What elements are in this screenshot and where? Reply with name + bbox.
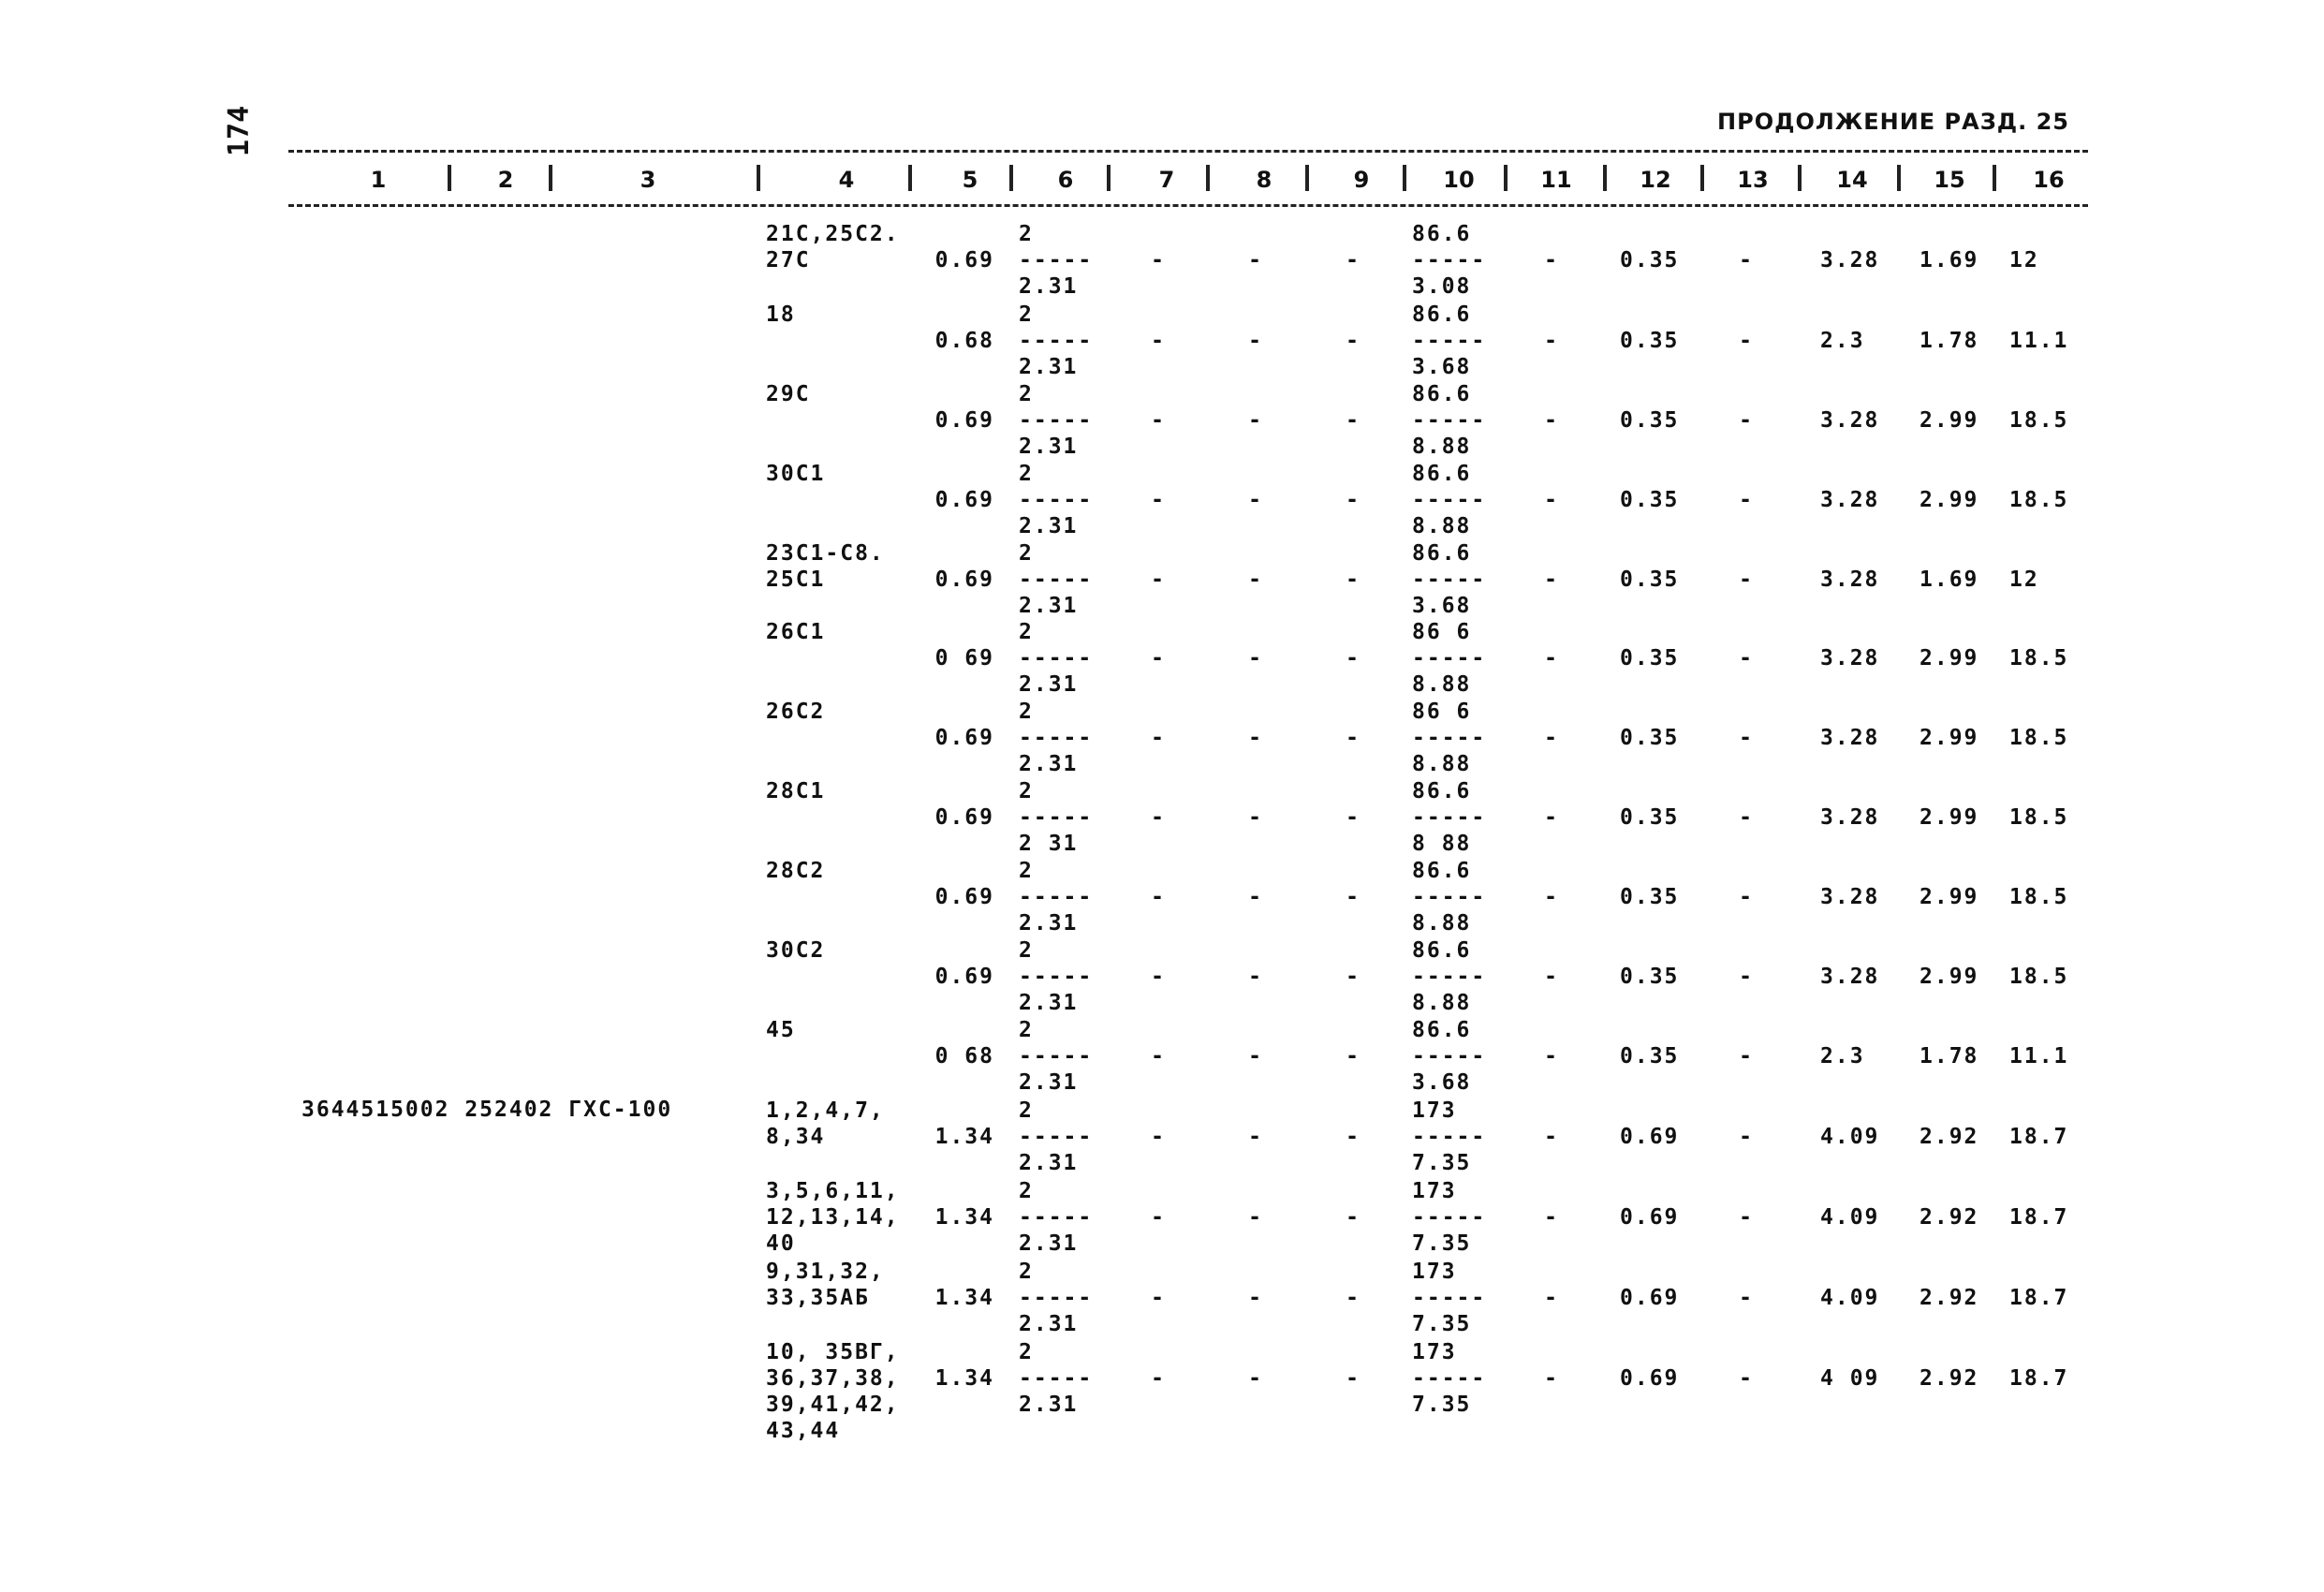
cell-col8: - [1248, 726, 1263, 750]
table-row [0, 1178, 2324, 1258]
cell-col13: - [1739, 1366, 1754, 1391]
cell-col16: 18.7 [2009, 1125, 2069, 1149]
cell-col7: - [1151, 646, 1166, 671]
cell-col4: 30С2 [766, 938, 826, 963]
cell-col5: 0.69 [934, 965, 994, 989]
cell-col6-numerator: 2 [1019, 1018, 1034, 1042]
cell-col11: - [1544, 885, 1559, 909]
cell-col11: - [1544, 329, 1559, 353]
cell-col6-bar: ----- [1019, 805, 1094, 830]
header-col-8: 8 [1256, 167, 1272, 193]
cell-col14: 4.09 [1820, 1205, 1880, 1230]
cell-col14: 3.28 [1820, 408, 1880, 433]
cell-col12: 0.35 [1620, 568, 1680, 592]
cell-col6-bar: ----- [1019, 1286, 1094, 1310]
cell-col7: - [1151, 408, 1166, 433]
cell-col7: - [1151, 726, 1166, 750]
header-col-2: 2 [497, 167, 514, 193]
cell-col13: - [1739, 329, 1754, 353]
cell-col12: 0.35 [1620, 488, 1680, 512]
cell-col13: - [1739, 568, 1754, 592]
cell-col5: 1.34 [934, 1205, 994, 1230]
cell-col4: 9,31,32, 33,35АБ [766, 1260, 885, 1310]
cell-col5: 1.34 [934, 1125, 994, 1149]
cell-col13: - [1739, 885, 1754, 909]
cell-col10-bar: ----- [1412, 1205, 1487, 1230]
cell-col5: 0 69 [934, 646, 994, 671]
cell-col10-numerator: 86.6 [1412, 222, 1472, 246]
cell-col6-bar: ----- [1019, 329, 1094, 353]
cell-col11: - [1544, 488, 1559, 512]
cell-col14: 4.09 [1820, 1286, 1880, 1310]
cell-col10-numerator: 86.6 [1412, 302, 1472, 327]
cell-col10-bar: ----- [1412, 248, 1487, 273]
cell-col13: - [1739, 805, 1754, 830]
table-row [0, 778, 2324, 858]
cell-col4: 18 [766, 302, 796, 327]
cell-col13: - [1739, 1205, 1754, 1230]
cell-col10-denominator: 3.08 [1412, 274, 1472, 299]
cell-col15: 1.78 [1920, 329, 1979, 353]
cell-col12: 0.35 [1620, 248, 1680, 273]
cell-col12: 0.69 [1620, 1125, 1680, 1149]
cell-col13: - [1739, 726, 1754, 750]
cell-col7: - [1151, 1366, 1166, 1391]
cell-col6-numerator: 2 [1019, 1179, 1034, 1203]
cell-col8: - [1248, 1125, 1263, 1149]
cell-col10-numerator: 86.6 [1412, 1018, 1472, 1042]
cell-col10-denominator: 8.88 [1412, 435, 1472, 459]
cell-col15: 1.78 [1920, 1044, 1979, 1069]
header-col-11: 11 [1540, 167, 1572, 193]
table-row [0, 1339, 2324, 1443]
cell-col5: 0 68 [934, 1044, 994, 1069]
cell-col13: - [1739, 646, 1754, 671]
cell-col11: - [1544, 248, 1559, 273]
cell-col14: 3.28 [1820, 568, 1880, 592]
cell-col6-bar: ----- [1019, 1205, 1094, 1230]
cell-col13: - [1739, 408, 1754, 433]
cell-col16: 12 [2009, 568, 2039, 592]
cell-col7: - [1151, 248, 1166, 273]
cell-col12: 0.35 [1620, 885, 1680, 909]
cell-col11: - [1544, 1044, 1559, 1069]
cell-col8: - [1248, 646, 1263, 671]
cell-col16: 18.7 [2009, 1205, 2069, 1230]
cell-col8: - [1248, 885, 1263, 909]
cell-col10-denominator: 8.88 [1412, 672, 1472, 697]
cell-col8: - [1248, 1286, 1263, 1310]
cell-col10-denominator: 3.68 [1412, 1070, 1472, 1095]
cell-col16: 12 [2009, 248, 2039, 273]
cell-col15: 2.99 [1920, 965, 1979, 989]
cell-col12: 0.35 [1620, 646, 1680, 671]
cell-col10-bar: ----- [1412, 568, 1487, 592]
cell-col5: 0.69 [934, 248, 994, 273]
cell-col12: 0.35 [1620, 408, 1680, 433]
cell-col8: - [1248, 1044, 1263, 1069]
cell-col7: - [1151, 1044, 1166, 1069]
table-row [0, 937, 2324, 1017]
cell-col6-denominator: 2.31 [1019, 435, 1079, 459]
cell-col10-numerator: 86.6 [1412, 541, 1472, 566]
header-col-3: 3 [640, 167, 656, 193]
cell-col10-numerator: 86.6 [1412, 938, 1472, 963]
cell-col14: 2.3 [1820, 1044, 1865, 1069]
cell-col16: 18.7 [2009, 1286, 2069, 1310]
header-col-4: 4 [838, 167, 855, 193]
cell-col9: - [1346, 1286, 1361, 1310]
cell-col14: 3.28 [1820, 805, 1880, 830]
table-row [0, 858, 2324, 937]
cell-col10-numerator: 86.6 [1412, 779, 1472, 803]
cell-col4: 10, 35ВГ, 36,37,38, 39,41,42, 43,44 [766, 1340, 900, 1443]
cell-col10-bar: ----- [1412, 805, 1487, 830]
cell-col4: 26С1 [766, 620, 826, 644]
cell-col15: 2.92 [1920, 1125, 1979, 1149]
cell-col5: 0.69 [934, 408, 994, 433]
cell-col11: - [1544, 726, 1559, 750]
cell-col9: - [1346, 1044, 1361, 1069]
cell-col10-bar: ----- [1412, 488, 1487, 512]
cell-col11: - [1544, 1366, 1559, 1391]
cell-col6-numerator: 2 [1019, 1260, 1034, 1284]
cell-col16: 18.5 [2009, 885, 2069, 909]
cell-col16: 18.5 [2009, 726, 2069, 750]
cell-col14: 3.28 [1820, 885, 1880, 909]
header-col-13: 13 [1737, 167, 1769, 193]
cell-col10-numerator: 86.6 [1412, 382, 1472, 406]
cell-col13: - [1739, 965, 1754, 989]
cell-col10-numerator: 173 [1412, 1260, 1457, 1284]
cell-col10-denominator: 3.68 [1412, 355, 1472, 379]
cell-col10-bar: ----- [1412, 646, 1487, 671]
cell-col6-bar: ----- [1019, 965, 1094, 989]
cell-col6-numerator: 2 [1019, 541, 1034, 566]
header-col-14: 14 [1836, 167, 1868, 193]
cell-col6-numerator: 2 [1019, 1098, 1034, 1123]
cell-col16: 18.7 [2009, 1366, 2069, 1391]
cell-col6-numerator: 2 [1019, 1340, 1034, 1364]
cell-col8: - [1248, 805, 1263, 830]
cell-col14: 3.28 [1820, 248, 1880, 273]
header-col-5: 5 [962, 167, 978, 193]
cell-col7: - [1151, 1205, 1166, 1230]
cell-col5: 0.69 [934, 805, 994, 830]
cell-col11: - [1544, 1125, 1559, 1149]
cell-col10-numerator: 173 [1412, 1340, 1457, 1364]
cell-col15: 2.99 [1920, 726, 1979, 750]
cell-col11: - [1544, 965, 1559, 989]
page-number: 174 [223, 105, 256, 157]
cell-col5: 1.34 [934, 1366, 994, 1391]
cell-col10-denominator: 8.88 [1412, 991, 1472, 1015]
cell-col6-bar: ----- [1019, 1366, 1094, 1391]
header-col-1: 1 [370, 167, 387, 193]
table-row [0, 221, 2324, 301]
cell-col10-denominator: 7.35 [1412, 1393, 1472, 1417]
cell-col14: 3.28 [1820, 646, 1880, 671]
cell-col6-denominator: 2.31 [1019, 1231, 1079, 1256]
table-row [0, 699, 2324, 778]
cell-col6-numerator: 2 [1019, 462, 1034, 486]
cell-col13: - [1739, 1044, 1754, 1069]
cell-col6-numerator: 2 [1019, 302, 1034, 327]
cell-col14: 3.28 [1820, 488, 1880, 512]
cell-col10-denominator: 7.35 [1412, 1151, 1472, 1175]
cell-col16: 18.5 [2009, 488, 2069, 512]
header-col-9: 9 [1353, 167, 1370, 193]
cell-col9: - [1346, 488, 1361, 512]
cell-col8: - [1248, 408, 1263, 433]
cell-col10-denominator: 3.68 [1412, 594, 1472, 618]
cell-col10-bar: ----- [1412, 1366, 1487, 1391]
cell-col11: - [1544, 1286, 1559, 1310]
cell-col7: - [1151, 329, 1166, 353]
cell-col10-bar: ----- [1412, 885, 1487, 909]
cell-col7: - [1151, 488, 1166, 512]
cell-col10-numerator: 86 6 [1412, 620, 1472, 644]
cell-col5: 0.69 [934, 488, 994, 512]
cell-col4: 28С1 [766, 779, 826, 803]
cell-col6-denominator: 2.31 [1019, 1393, 1079, 1417]
cell-col10-bar: ----- [1412, 965, 1487, 989]
cell-col15: 2.92 [1920, 1286, 1979, 1310]
cell-col6-denominator: 2 31 [1019, 832, 1079, 856]
cell-col8: - [1248, 488, 1263, 512]
cell-col11: - [1544, 408, 1559, 433]
cell-col16: 18.5 [2009, 805, 2069, 830]
cell-col12: 0.35 [1620, 1044, 1680, 1069]
cell-col4: 26С2 [766, 700, 826, 724]
cell-col4: 45 [766, 1018, 796, 1042]
cell-col5: 0.69 [934, 885, 994, 909]
cell-col6-bar: ----- [1019, 248, 1094, 273]
cell-col9: - [1346, 965, 1361, 989]
cell-col9: - [1346, 726, 1361, 750]
cell-col7: - [1151, 885, 1166, 909]
cell-col16: 11.1 [2009, 1044, 2069, 1069]
cell-col7: - [1151, 568, 1166, 592]
cell-col5: 0.68 [934, 329, 994, 353]
cell-col8: - [1248, 1205, 1263, 1230]
cell-col15: 2.99 [1920, 885, 1979, 909]
cell-col14: 3.28 [1820, 726, 1880, 750]
header-col-16: 16 [2033, 167, 2065, 193]
cell-col9: - [1346, 1125, 1361, 1149]
cell-col8: - [1248, 568, 1263, 592]
cell-col10-numerator: 86 6 [1412, 700, 1472, 724]
cell-col10-bar: ----- [1412, 1044, 1487, 1069]
cell-col15: 2.92 [1920, 1366, 1979, 1391]
cell-col10-denominator: 8.88 [1412, 514, 1472, 538]
cell-col6-bar: ----- [1019, 408, 1094, 433]
cell-col12: 0.35 [1620, 965, 1680, 989]
cell-col12: 0.69 [1620, 1366, 1680, 1391]
cell-col13: - [1739, 488, 1754, 512]
cell-col4: 28С2 [766, 859, 826, 883]
cell-col12: 0.69 [1620, 1205, 1680, 1230]
cell-col6-numerator: 2 [1019, 222, 1034, 246]
cell-col13: - [1739, 248, 1754, 273]
cell-col6-numerator: 2 [1019, 620, 1034, 644]
cell-col6-denominator: 2.31 [1019, 274, 1079, 299]
cell-col9: - [1346, 885, 1361, 909]
cell-col10-bar: ----- [1412, 1125, 1487, 1149]
cell-col8: - [1248, 965, 1263, 989]
cell-col5: 0.69 [934, 726, 994, 750]
cell-col12: 0.35 [1620, 805, 1680, 830]
cell-col16: 18.5 [2009, 646, 2069, 671]
cell-col10-bar: ----- [1412, 1286, 1487, 1310]
cell-col6-numerator: 2 [1019, 779, 1034, 803]
cell-col14: 3.28 [1820, 965, 1880, 989]
cell-col14: 4 09 [1820, 1366, 1880, 1391]
table-row [0, 1017, 2324, 1097]
cell-col10-denominator: 8.88 [1412, 911, 1472, 936]
cell-col10-numerator: 173 [1412, 1179, 1457, 1203]
cell-col6-numerator: 2 [1019, 382, 1034, 406]
header-col-15: 15 [1934, 167, 1965, 193]
cell-col10-denominator: 7.35 [1412, 1231, 1472, 1256]
cell-col10-numerator: 86.6 [1412, 462, 1472, 486]
cell-col8: - [1248, 1366, 1263, 1391]
cell-col6-bar: ----- [1019, 568, 1094, 592]
cell-col15: 2.99 [1920, 408, 1979, 433]
cell-col6-numerator: 2 [1019, 938, 1034, 963]
cell-col9: - [1346, 646, 1361, 671]
cell-col6-bar: ----- [1019, 488, 1094, 512]
header-col-6: 6 [1057, 167, 1074, 193]
cell-col6-numerator: 2 [1019, 700, 1034, 724]
cell-col6-bar: ----- [1019, 1125, 1094, 1149]
cell-col6-bar: ----- [1019, 646, 1094, 671]
cell-col6-denominator: 2.31 [1019, 672, 1079, 697]
cell-col13: - [1739, 1125, 1754, 1149]
cell-col11: - [1544, 805, 1559, 830]
cell-col9: - [1346, 568, 1361, 592]
cell-col6-denominator: 2.31 [1019, 1312, 1079, 1336]
cell-col5: 0.69 [934, 568, 994, 592]
cell-col8: - [1248, 248, 1263, 273]
cell-col16: 18.5 [2009, 965, 2069, 989]
cell-col12: 0.69 [1620, 1286, 1680, 1310]
cell-col7: - [1151, 1125, 1166, 1149]
cell-col10-bar: ----- [1412, 726, 1487, 750]
cell-col10-bar: ----- [1412, 408, 1487, 433]
cell-col6-bar: ----- [1019, 885, 1094, 909]
cell-col10-denominator: 7.35 [1412, 1312, 1472, 1336]
cell-col7: - [1151, 1286, 1166, 1310]
cell-col7: - [1151, 965, 1166, 989]
table-row [0, 619, 2324, 699]
cell-col6-bar: ----- [1019, 726, 1094, 750]
cell-col11: - [1544, 568, 1559, 592]
cell-col6-bar: ----- [1019, 1044, 1094, 1069]
cell-col6-denominator: 2.31 [1019, 1070, 1079, 1095]
cell-col9: - [1346, 1205, 1361, 1230]
cell-col16: 18.5 [2009, 408, 2069, 433]
cell-col15: 1.69 [1920, 568, 1979, 592]
table-row [0, 461, 2324, 540]
cell-col14: 4.09 [1820, 1125, 1880, 1149]
cell-col4: 3,5,6,11, 12,13,14, 40 [766, 1179, 900, 1256]
cell-col4: 23С1-С8. 25С1 [766, 541, 885, 592]
table-row [0, 381, 2324, 461]
cell-col10-numerator: 86.6 [1412, 859, 1472, 883]
table-row [0, 1098, 2324, 1177]
cell-col8: - [1248, 329, 1263, 353]
cell-col4: 30С1 [766, 462, 826, 486]
cell-col16: 11.1 [2009, 329, 2069, 353]
cell-col11: - [1544, 646, 1559, 671]
cell-col14: 2.3 [1820, 329, 1865, 353]
cell-col9: - [1346, 805, 1361, 830]
table-row [0, 540, 2324, 620]
cell-col15: 1.69 [1920, 248, 1979, 273]
header-col-12: 12 [1640, 167, 1671, 193]
cell-col4: 29С [766, 382, 811, 406]
cell-col6-denominator: 2.31 [1019, 514, 1079, 538]
cell-col9: - [1346, 408, 1361, 433]
cell-col15: 2.99 [1920, 646, 1979, 671]
cell-col10-denominator: 8.88 [1412, 752, 1472, 776]
cell-col15: 2.92 [1920, 1205, 1979, 1230]
cell-col10-bar: ----- [1412, 329, 1487, 353]
header-col-10: 10 [1443, 167, 1475, 193]
table-row [0, 302, 2324, 381]
cell-col6-denominator: 2.31 [1019, 991, 1079, 1015]
cell-col6-denominator: 2.31 [1019, 594, 1079, 618]
cell-col4: 1,2,4,7, 8,34 [766, 1098, 885, 1149]
header-col-7: 7 [1158, 167, 1175, 193]
cell-col6-denominator: 2.31 [1019, 911, 1079, 936]
section-title: ПРОДОЛЖЕНИЕ РАЗД. 25 [1717, 109, 2069, 135]
cell-col10-numerator: 173 [1412, 1098, 1457, 1123]
cell-col9: - [1346, 248, 1361, 273]
cell-col6-denominator: 2.31 [1019, 752, 1079, 776]
cell-col12: 0.35 [1620, 329, 1680, 353]
cell-col5: 1.34 [934, 1286, 994, 1310]
cell-col13: - [1739, 1286, 1754, 1310]
cell-col7: - [1151, 805, 1166, 830]
cell-col6-denominator: 2.31 [1019, 1151, 1079, 1175]
cell-col12: 0.35 [1620, 726, 1680, 750]
cell-col9: - [1346, 1366, 1361, 1391]
cell-col4: 21С,25С2. 27С [766, 222, 900, 273]
cell-col6-numerator: 2 [1019, 859, 1034, 883]
cell-col10-denominator: 8 88 [1412, 832, 1472, 856]
cell-col6-denominator: 2.31 [1019, 355, 1079, 379]
cell-col15: 2.99 [1920, 805, 1979, 830]
cell-identifier: 3644515002 252402 ГХС-100 [302, 1098, 673, 1122]
cell-col9: - [1346, 329, 1361, 353]
cell-col11: - [1544, 1205, 1559, 1230]
table-row [0, 1259, 2324, 1338]
cell-col15: 2.99 [1920, 488, 1979, 512]
